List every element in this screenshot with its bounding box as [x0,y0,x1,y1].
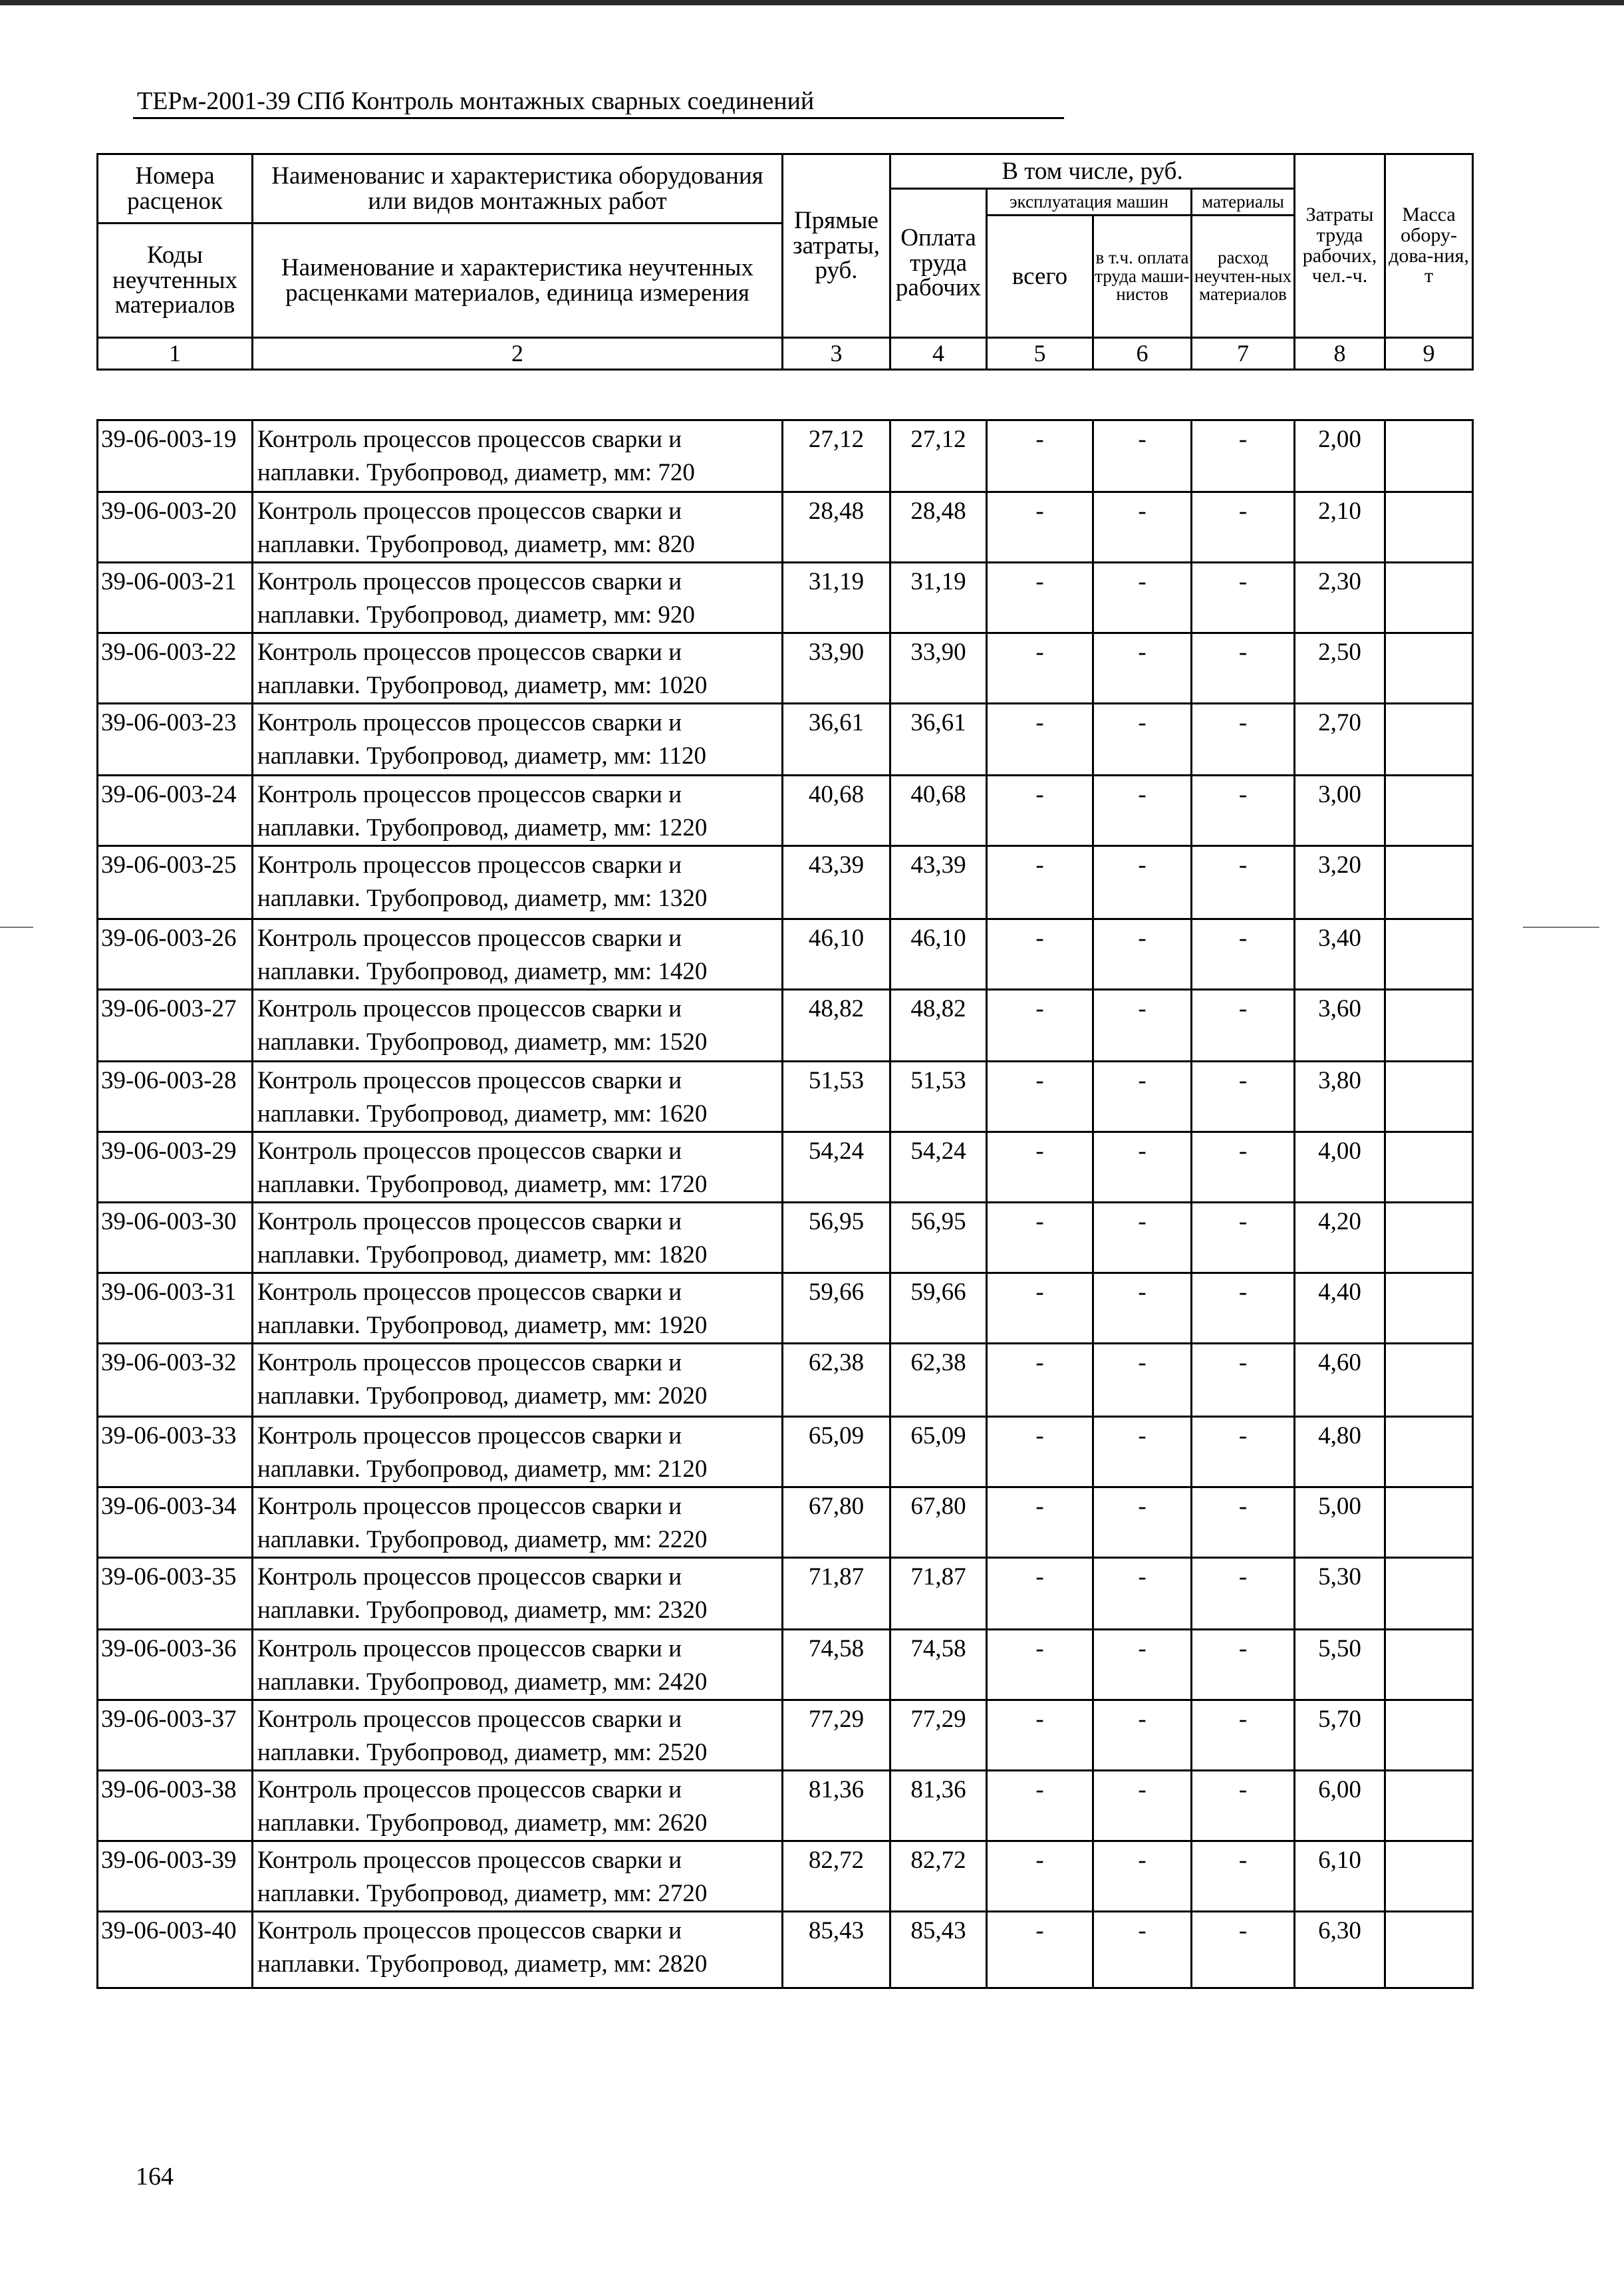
materials-usage: - [1192,1344,1295,1417]
direct-costs: 51,53 [783,1062,890,1132]
table-row [98,563,1473,633]
materials-usage: - [1192,990,1295,1062]
rate-code: 39-06-003-27 [98,990,253,1062]
machinist-pay: - [1093,420,1192,492]
equipment-mass [1385,1771,1473,1841]
rate-code: 39-06-003-19 [98,420,253,492]
header-material-name: Наименование и характеристика неучтенных расценками материалов, единица измерения [253,224,783,338]
header-labor-pay: Оплата труда рабочих [890,189,987,338]
header-work-name: Наименованис и характеристика оборудования или видов монтажных работ [253,154,783,224]
machinist-pay: - [1093,704,1192,776]
labor-hours: 2,50 [1295,633,1385,704]
table-row [98,633,1473,704]
machines-total: - [987,990,1093,1062]
work-description: Контроль процессов процессов сварки и наплавки. Трубопровод, диаметр, мм: 2220 [253,1487,783,1558]
equipment-mass [1385,420,1473,492]
machines-total: - [987,1630,1093,1700]
machinist-pay: - [1093,1487,1192,1558]
labor-pay: 77,29 [890,1700,987,1771]
column-number: 9 [1385,338,1473,370]
equipment-mass [1385,1203,1473,1273]
machines-total: - [987,704,1093,776]
work-description: Контроль процессов процессов сварки и наплавки. Трубопровод, диаметр, мм: 1120 [253,704,783,776]
labor-pay: 62,38 [890,1344,987,1417]
scan-margin-mark [1523,927,1599,928]
labor-hours: 5,00 [1295,1487,1385,1558]
materials-usage: - [1192,1417,1295,1487]
labor-hours: 6,30 [1295,1912,1385,1988]
rate-code: 39-06-003-35 [98,1558,253,1630]
header-machinist-pay: в т.ч. оплата труда маши-нистов [1093,216,1192,338]
machinist-pay: - [1093,776,1192,846]
rate-code: 39-06-003-21 [98,563,253,633]
equipment-mass [1385,1132,1473,1203]
machines-total: - [987,846,1093,919]
title-underline [133,117,1064,119]
direct-costs: 67,80 [783,1487,890,1558]
table-row [98,420,1473,492]
scan-margin-mark [0,927,33,928]
machines-total: - [987,1771,1093,1841]
materials-usage: - [1192,1487,1295,1558]
labor-hours: 2,70 [1295,704,1385,776]
header-rate-number: Номера расценок [98,154,253,224]
work-description: Контроль процессов процессов сварки и наплавки. Трубопровод, диаметр, мм: 1820 [253,1203,783,1273]
materials-usage: - [1192,633,1295,704]
work-description: Контроль процессов процессов сварки и наплавки. Трубопровод, диаметр, мм: 820 [253,492,783,563]
table-row [98,704,1473,776]
equipment-mass [1385,1630,1473,1700]
equipment-mass [1385,633,1473,704]
header-material-codes: Коды неучтенных материалов [98,224,253,338]
rate-code: 39-06-003-37 [98,1700,253,1771]
work-description: Контроль процессов процессов сварки и наплавки. Трубопровод, диаметр, мм: 1920 [253,1273,783,1344]
direct-costs: 71,87 [783,1558,890,1630]
rate-code: 39-06-003-40 [98,1912,253,1988]
header-including: В том числе, руб. [890,154,1295,189]
rate-code: 39-06-003-33 [98,1417,253,1487]
table-row [98,1841,1473,1912]
work-description: Контроль процессов процессов сварки и наплавки. Трубопровод, диаметр, мм: 1720 [253,1132,783,1203]
direct-costs: 81,36 [783,1771,890,1841]
table-row [98,1700,1473,1771]
header-machines: эксплуатация машин [987,189,1192,216]
work-description: Контроль процессов процессов сварки и наплавки. Трубопровод, диаметр, мм: 1020 [253,633,783,704]
table-row [98,492,1473,563]
equipment-mass [1385,1912,1473,1988]
labor-pay: 71,87 [890,1558,987,1630]
header-direct-costs: Прямые затраты, руб. [783,154,890,338]
work-description: Контроль процессов процессов сварки и наплавки. Трубопровод, диаметр, мм: 1420 [253,919,783,990]
equipment-mass [1385,1417,1473,1487]
work-description: Контроль процессов процессов сварки и наплавки. Трубопровод, диаметр, мм: 920 [253,563,783,633]
materials-usage: - [1192,563,1295,633]
labor-pay: 59,66 [890,1273,987,1344]
labor-pay: 40,68 [890,776,987,846]
table-row [98,1630,1473,1700]
table-row [98,776,1473,846]
equipment-mass [1385,1062,1473,1132]
rate-code: 39-06-003-34 [98,1487,253,1558]
work-description: Контроль процессов процессов сварки и наплавки. Трубопровод, диаметр, мм: 1220 [253,776,783,846]
table-row [98,1273,1473,1344]
machines-total: - [987,1417,1093,1487]
machines-total: - [987,776,1093,846]
machines-total: - [987,563,1093,633]
labor-hours: 2,10 [1295,492,1385,563]
labor-pay: 82,72 [890,1841,987,1912]
equipment-mass [1385,1700,1473,1771]
machinist-pay: - [1093,1417,1192,1487]
table-row [98,1558,1473,1630]
materials-usage: - [1192,1558,1295,1630]
work-description: Контроль процессов процессов сварки и наплавки. Трубопровод, диаметр, мм: 2020 [253,1344,783,1417]
direct-costs: 82,72 [783,1841,890,1912]
machines-total: - [987,1912,1093,1988]
machines-total: - [987,1062,1093,1132]
machines-total: - [987,1841,1093,1912]
machinist-pay: - [1093,1771,1192,1841]
column-number: 6 [1093,338,1192,370]
machines-total: - [987,1132,1093,1203]
machines-total: - [987,1344,1093,1417]
rate-code: 39-06-003-29 [98,1132,253,1203]
equipment-mass [1385,990,1473,1062]
column-number: 3 [783,338,890,370]
rate-code: 39-06-003-20 [98,492,253,563]
materials-usage: - [1192,1132,1295,1203]
materials-usage: - [1192,776,1295,846]
labor-pay: 85,43 [890,1912,987,1988]
labor-hours: 4,00 [1295,1132,1385,1203]
rate-code: 39-06-003-22 [98,633,253,704]
labor-pay: 27,12 [890,420,987,492]
rate-code: 39-06-003-23 [98,704,253,776]
rates-table [96,419,1474,1989]
work-description: Контроль процессов процессов сварки и наплавки. Трубопровод, диаметр, мм: 1520 [253,990,783,1062]
equipment-mass [1385,1841,1473,1912]
labor-pay: 31,19 [890,563,987,633]
work-description: Контроль процессов процессов сварки и наплавки. Трубопровод, диаметр, мм: 2820 [253,1912,783,1988]
materials-usage: - [1192,420,1295,492]
equipment-mass [1385,1344,1473,1417]
direct-costs: 54,24 [783,1132,890,1203]
materials-usage: - [1192,1912,1295,1988]
machinist-pay: - [1093,1062,1192,1132]
header-materials: материалы [1192,189,1295,216]
materials-usage: - [1192,1630,1295,1700]
machinist-pay: - [1093,1203,1192,1273]
machinist-pay: - [1093,1344,1192,1417]
header-materials-usage: расход неучтен-ных материалов [1192,216,1295,338]
header-equipment-mass: Масса обору-дова-ния, т [1385,154,1473,338]
machinist-pay: - [1093,1841,1192,1912]
header-machines-total: всего [987,216,1093,338]
work-description: Контроль процессов процессов сварки и наплавки. Трубопровод, диаметр, мм: 2120 [253,1417,783,1487]
direct-costs: 48,82 [783,990,890,1062]
rate-code: 39-06-003-25 [98,846,253,919]
labor-hours: 4,80 [1295,1417,1385,1487]
labor-hours: 5,70 [1295,1700,1385,1771]
rate-code: 39-06-003-32 [98,1344,253,1417]
equipment-mass [1385,1487,1473,1558]
direct-costs: 33,90 [783,633,890,704]
direct-costs: 36,61 [783,704,890,776]
direct-costs: 43,39 [783,846,890,919]
equipment-mass [1385,846,1473,919]
work-description: Контроль процессов процессов сварки и наплавки. Трубопровод, диаметр, мм: 2520 [253,1700,783,1771]
table-row [98,1132,1473,1203]
direct-costs: 77,29 [783,1700,890,1771]
rate-code: 39-06-003-36 [98,1630,253,1700]
direct-costs: 28,48 [783,492,890,563]
column-number: 7 [1192,338,1295,370]
labor-hours: 3,00 [1295,776,1385,846]
machines-total: - [987,1203,1093,1273]
work-description: Контроль процессов процессов сварки и наплавки. Трубопровод, диаметр, мм: 720 [253,420,783,492]
machines-total: - [987,1487,1093,1558]
table-row [98,1771,1473,1841]
machinist-pay: - [1093,1912,1192,1988]
equipment-mass [1385,1558,1473,1630]
table-row [98,919,1473,990]
direct-costs: 59,66 [783,1273,890,1344]
column-number: 2 [253,338,783,370]
table-header [96,153,1474,371]
labor-pay: 36,61 [890,704,987,776]
materials-usage: - [1192,1203,1295,1273]
column-number: 4 [890,338,987,370]
rate-code: 39-06-003-28 [98,1062,253,1132]
work-description: Контроль процессов процессов сварки и наплавки. Трубопровод, диаметр, мм: 1620 [253,1062,783,1132]
equipment-mass [1385,492,1473,563]
labor-hours: 4,60 [1295,1344,1385,1417]
machines-total: - [987,633,1093,704]
direct-costs: 62,38 [783,1344,890,1417]
labor-pay: 33,90 [890,633,987,704]
work-description: Контроль процессов процессов сварки и наплавки. Трубопровод, диаметр, мм: 2720 [253,1841,783,1912]
rate-code: 39-06-003-30 [98,1203,253,1273]
labor-pay: 43,39 [890,846,987,919]
labor-pay: 81,36 [890,1771,987,1841]
machinist-pay: - [1093,492,1192,563]
machinist-pay: - [1093,1132,1192,1203]
direct-costs: 85,43 [783,1912,890,1988]
table-row [98,846,1473,919]
machinist-pay: - [1093,1700,1192,1771]
materials-usage: - [1192,846,1295,919]
labor-pay: 56,95 [890,1203,987,1273]
machinist-pay: - [1093,563,1192,633]
machinist-pay: - [1093,990,1192,1062]
materials-usage: - [1192,704,1295,776]
direct-costs: 27,12 [783,420,890,492]
table-row [98,1203,1473,1273]
rate-code: 39-06-003-31 [98,1273,253,1344]
rate-code: 39-06-003-38 [98,1771,253,1841]
table-row [98,1487,1473,1558]
direct-costs: 74,58 [783,1630,890,1700]
labor-pay: 28,48 [890,492,987,563]
labor-hours: 4,40 [1295,1273,1385,1344]
labor-hours: 3,40 [1295,919,1385,990]
header-labor-hours: Затраты труда рабочих, чел.-ч. [1295,154,1385,338]
materials-usage: - [1192,1062,1295,1132]
work-description: Контроль процессов процессов сварки и наплавки. Трубопровод, диаметр, мм: 2620 [253,1771,783,1841]
page-number: 164 [136,2163,174,2191]
work-description: Контроль процессов процессов сварки и наплавки. Трубопровод, диаметр, мм: 2320 [253,1558,783,1630]
machinist-pay: - [1093,919,1192,990]
labor-hours: 2,00 [1295,420,1385,492]
labor-pay: 67,80 [890,1487,987,1558]
labor-hours: 3,20 [1295,846,1385,919]
labor-pay: 51,53 [890,1062,987,1132]
machines-total: - [987,492,1093,563]
equipment-mass [1385,776,1473,846]
rate-code: 39-06-003-26 [98,919,253,990]
direct-costs: 65,09 [783,1417,890,1487]
materials-usage: - [1192,1771,1295,1841]
labor-hours: 3,60 [1295,990,1385,1062]
machines-total: - [987,1700,1093,1771]
materials-usage: - [1192,1273,1295,1344]
labor-pay: 65,09 [890,1417,987,1487]
machinist-pay: - [1093,846,1192,919]
work-description: Контроль процессов процессов сварки и наплавки. Трубопровод, диаметр, мм: 2420 [253,1630,783,1700]
labor-hours: 5,50 [1295,1630,1385,1700]
materials-usage: - [1192,1841,1295,1912]
rate-code: 39-06-003-24 [98,776,253,846]
column-number: 5 [987,338,1093,370]
direct-costs: 56,95 [783,1203,890,1273]
direct-costs: 46,10 [783,919,890,990]
machines-total: - [987,1558,1093,1630]
column-number: 8 [1295,338,1385,370]
table-row [98,1417,1473,1487]
table-row [98,1062,1473,1132]
labor-hours: 6,10 [1295,1841,1385,1912]
machines-total: - [987,420,1093,492]
scan-top-edge [0,0,1624,5]
machinist-pay: - [1093,633,1192,704]
labor-hours: 2,30 [1295,563,1385,633]
machines-total: - [987,1273,1093,1344]
labor-pay: 54,24 [890,1132,987,1203]
direct-costs: 31,19 [783,563,890,633]
work-description: Контроль процессов процессов сварки и наплавки. Трубопровод, диаметр, мм: 1320 [253,846,783,919]
equipment-mass [1385,919,1473,990]
page-title: ТЕРм-2001-39 СПб Контроль монтажных сварных соединений [137,87,815,115]
equipment-mass [1385,1273,1473,1344]
labor-pay: 48,82 [890,990,987,1062]
materials-usage: - [1192,1700,1295,1771]
labor-hours: 3,80 [1295,1062,1385,1132]
materials-usage: - [1192,492,1295,563]
materials-usage: - [1192,919,1295,990]
labor-pay: 46,10 [890,919,987,990]
equipment-mass [1385,704,1473,776]
table-row [98,1344,1473,1417]
column-number: 1 [98,338,253,370]
table-row [98,1912,1473,1988]
machinist-pay: - [1093,1558,1192,1630]
machinist-pay: - [1093,1630,1192,1700]
table-row [98,990,1473,1062]
direct-costs: 40,68 [783,776,890,846]
labor-hours: 5,30 [1295,1558,1385,1630]
labor-pay: 74,58 [890,1630,987,1700]
equipment-mass [1385,563,1473,633]
machinist-pay: - [1093,1273,1192,1344]
labor-hours: 4,20 [1295,1203,1385,1273]
labor-hours: 6,00 [1295,1771,1385,1841]
machines-total: - [987,919,1093,990]
rate-code: 39-06-003-39 [98,1841,253,1912]
